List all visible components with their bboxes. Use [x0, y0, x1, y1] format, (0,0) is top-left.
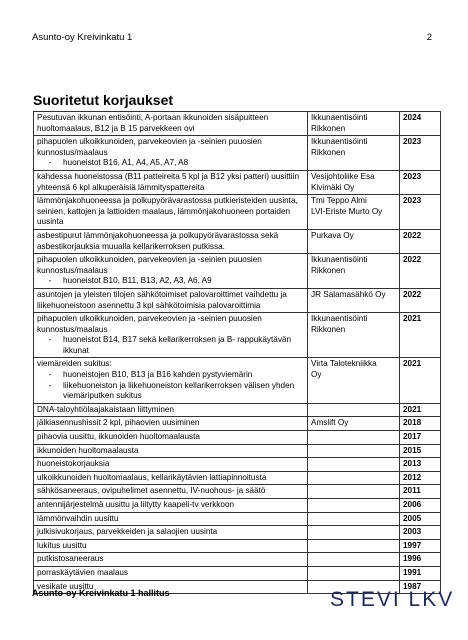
repair-description: jälkiasennushissit 2 kpl, pihaovien uusiminen: [37, 418, 200, 428]
repair-subitem-text: huoneistojen B10, B13 ja B16 kahden pystyviemärin: [63, 370, 253, 380]
repair-description-cell: [34, 313, 308, 358]
contractor-cell: [308, 136, 400, 171]
contractor-cell: [308, 499, 400, 513]
contractor-cell: [308, 195, 400, 230]
contractor-name: Rikkonen: [311, 324, 346, 334]
table-row: [34, 313, 441, 358]
repairs-table-body: [34, 112, 441, 594]
repair-description-cell: [34, 553, 308, 567]
repair-year: 2021: [400, 313, 441, 358]
table-row: [34, 229, 441, 253]
repair-year: 2021: [400, 403, 441, 417]
table-row: [34, 358, 441, 403]
repair-description-cell: [34, 539, 308, 553]
repair-year: 2023: [400, 170, 441, 194]
dash-bullet-icon: -: [48, 335, 52, 345]
repair-description-cell: [34, 471, 308, 485]
repair-description: lukitus uusittu: [37, 540, 87, 550]
repair-year: 2022: [400, 254, 441, 289]
repair-year: 2022: [400, 288, 441, 312]
contractor-cell: [308, 254, 400, 289]
contractor-cell: [308, 458, 400, 472]
contractor-cell: [308, 358, 400, 403]
repair-description-cell: [34, 112, 308, 136]
repair-description: vesikate uusittu: [37, 581, 94, 591]
repair-year: 2021: [400, 358, 441, 403]
repair-subitem-text: liikehuoneiston ja liikehuoneiston kellarikerroksen välisen yhden viemäriputken sukitus: [63, 380, 295, 401]
repair-description-cell: [34, 512, 308, 526]
contractor-cell: [308, 313, 400, 358]
contractor-name: Vesijohtoliike Esa: [311, 171, 375, 181]
table-row: [34, 539, 441, 553]
repair-year: 2011: [400, 485, 441, 499]
contractor-name: Amslift Oy: [311, 418, 349, 428]
contractor-cell: [308, 512, 400, 526]
contractor-name: Ikkunaentisöinti: [311, 113, 368, 122]
repair-subitem-text: huoneistot B16, A1, A4, A5, A7, A8: [63, 158, 189, 168]
page-number: 2: [426, 32, 432, 43]
svg-text:STEVI LKV: STEVI LKV: [330, 588, 455, 611]
repair-description-cell: [34, 526, 308, 540]
repair-description: porraskäytävien maalaus: [37, 567, 129, 577]
contractor-cell: [308, 431, 400, 445]
contractor-cell: [308, 170, 400, 194]
repair-year: 2018: [400, 417, 441, 431]
repair-year: 2013: [400, 458, 441, 472]
repair-description: lämmönjakohuoneessa ja polkupyörävarastossa putkieristeiden uusinta, seinien, kattojen ja lattioiden maalaus, lämmönjakohuoneen portaiden uusinta: [37, 196, 298, 227]
repair-description-cell: [34, 254, 308, 289]
contractor-name: LVI-Eriste Murto Oy: [311, 206, 383, 216]
repair-description: lämmönvaihdin uusittu: [37, 513, 119, 523]
table-row: [34, 170, 441, 194]
dash-bullet-icon: -: [48, 380, 52, 390]
repair-year: 1997: [400, 539, 441, 553]
repair-description-cell: [34, 566, 308, 580]
repair-description: Pesutuvan ikkunan entisöinti, A-portaan ikkunoiden sisäpuitteen huoltomaalaus, B12 ja B 15 parvekkeen ovi: [37, 113, 269, 133]
repair-description: pihaovia uusittu, ikkunoiden huoltomaalausta: [37, 432, 200, 442]
repair-description: pihapuolen ulkoikkunoiden, parvekeovien ja -seinien puuosien kunnostus/maalaus: [37, 137, 262, 157]
table-row: [34, 512, 441, 526]
repair-description-cell: [34, 431, 308, 445]
repair-description: kahdessa huoneistossa (B11 patteireita 5 kpl ja B12 yksi patteri) uusittiin yhteensä 6 kpl alkuperäisiä lämmityspattereita: [37, 171, 299, 192]
contractor-name: JR Salamasähkö Oy: [311, 289, 386, 299]
repair-description-cell: [34, 458, 308, 472]
repair-subitem-text: huoneistot B14, B17 sekä kellarikerroksen ja B- rappukäytävän ikkunat: [63, 335, 292, 355]
table-row: [34, 136, 441, 171]
contractor-name: Kivimäki Oy: [311, 182, 355, 192]
table-row: [34, 417, 441, 431]
contractor-cell: [308, 288, 400, 312]
contractor-name: Ikkunaentisöinti: [311, 137, 368, 147]
table-row: [34, 471, 441, 485]
dash-bullet-icon: -: [48, 276, 52, 286]
repair-description: ikkunoiden huoltomaalausta: [37, 445, 139, 455]
contractor-cell: [308, 471, 400, 485]
repair-subitem: [37, 381, 304, 402]
contractor-cell: [308, 566, 400, 580]
table-row: [34, 195, 441, 230]
contractor-cell: [308, 485, 400, 499]
table-row: [34, 254, 441, 289]
repair-description: antennijärjestelmä uusittu ja liitytty kaapeli-tv verkkoon: [37, 500, 235, 509]
repair-year: 1987: [400, 580, 441, 594]
table-row: [34, 431, 441, 445]
repair-description: viemäreiden sukitus:: [37, 359, 112, 369]
repair-year: 2023: [400, 136, 441, 171]
repair-description-cell: [34, 195, 308, 230]
repair-description: huoneistokorjauksia: [37, 459, 110, 469]
table-row: [34, 526, 441, 540]
contractor-cell: [308, 112, 400, 136]
contractor-cell: [308, 444, 400, 458]
repair-year: 2022: [400, 229, 441, 253]
repair-year: 2006: [400, 499, 441, 513]
repair-description: pihapuolen ulkoikkunoiden, parvekeovien ja -seinien puuosien kunnostus/maalaus: [37, 314, 262, 334]
repair-description-cell: [34, 136, 308, 171]
contractor-cell: [308, 229, 400, 253]
repair-year: 2003: [400, 526, 441, 540]
repair-description: julkisivukorjaus, parvekkeiden ja salaojien uusinta: [37, 527, 218, 537]
footer-text: Asunto-oy Kreivinkatu 1 hallitus: [32, 588, 170, 598]
contractor-name: Rikkonen: [311, 123, 346, 133]
repair-subitem-text: huoneistot B10, B11, B13, A2, A3, A6, A9: [63, 276, 212, 286]
dash-bullet-icon: -: [48, 158, 52, 168]
contractor-name: Ikkunaentisöinti: [311, 314, 368, 324]
contractor-cell: [308, 403, 400, 417]
repair-description: asuntojen ja yleisten tilojen sähkötoimiset palovaroittimet vaihdettu ja liikehuoneistoon asennettu 3 kpl sähkötoimisia palovaroittimia: [37, 289, 287, 310]
page-header: [32, 32, 432, 46]
header-company-name: Asunto-oy Kreivinkatu 1: [32, 32, 133, 43]
repair-description-cell: [34, 499, 308, 513]
repair-description-cell: [34, 444, 308, 458]
repair-description-cell: [34, 288, 308, 312]
contractor-name: Rikkonen: [311, 265, 346, 275]
repair-description: pihapuolen ulkoikkunoiden, parvekeovien ja -seinien puuosien kunnostus/maalaus: [37, 255, 262, 275]
contractor-cell: [308, 417, 400, 431]
contractor-cell: [308, 553, 400, 567]
repair-description: putkistosaneeraus: [37, 554, 104, 564]
contractor-name: Purkava Oy: [311, 230, 354, 240]
table-row: [34, 403, 441, 417]
contractor-name: Ikkunaentisöinti: [311, 255, 368, 265]
repair-year: 2023: [400, 195, 441, 230]
table-row: [34, 444, 441, 458]
repair-description-cell: [34, 403, 308, 417]
repair-description-cell: [34, 229, 308, 253]
table-row: [34, 288, 441, 312]
repair-description: DNA-taloyhtiölaajakaistaan liittyminen: [37, 404, 174, 414]
repair-year: 2015: [400, 444, 441, 458]
repair-year: 2017: [400, 431, 441, 445]
repair-description: sähkösaneeraus, ovipuhelimet asennettu, IV-nuohous- ja säätö: [37, 486, 266, 496]
contractor-name: Rikkonen: [311, 147, 346, 157]
table-row: [34, 566, 441, 580]
contractor-cell: [308, 526, 400, 540]
repair-description: ulkoikkunoiden huoltomaalaus, kellarikäytävien lattiapinnoitusta: [37, 472, 267, 482]
repair-subitem: [37, 335, 304, 356]
repair-year: 2005: [400, 512, 441, 526]
contractor-cell: [308, 539, 400, 553]
repairs-table: [33, 111, 441, 594]
table-row: [34, 112, 441, 136]
repair-subitem: [37, 158, 304, 169]
repair-description: asbestipurut lämmönjakohuoneessa ja polkupyörävarastossa sekä asbestikorjauksia muualla kellarikerroksen putkissa.: [37, 230, 279, 251]
repair-subitem: [37, 370, 304, 381]
dash-bullet-icon: -: [48, 370, 52, 380]
repair-subitem: [37, 276, 304, 287]
table-row: [34, 458, 441, 472]
page-title: Suoritetut korjaukset: [33, 92, 174, 108]
repair-year: 1996: [400, 553, 441, 567]
table-row: [34, 485, 441, 499]
contractor-name: Virta Talotekniikka: [311, 359, 377, 369]
contractor-name: Tmi Teppo Almi: [311, 196, 367, 206]
table-row: [34, 499, 441, 513]
repair-year: 2012: [400, 471, 441, 485]
stevi-lkv-logo: [330, 586, 455, 611]
repair-description-cell: [34, 170, 308, 194]
repair-year: 2024: [400, 112, 441, 136]
repair-description-cell: [34, 485, 308, 499]
contractor-name: Oy: [311, 370, 322, 380]
repair-description-cell: [34, 417, 308, 431]
repair-description-cell: [34, 358, 308, 403]
repair-year: 1991: [400, 566, 441, 580]
table-row: [34, 553, 441, 567]
